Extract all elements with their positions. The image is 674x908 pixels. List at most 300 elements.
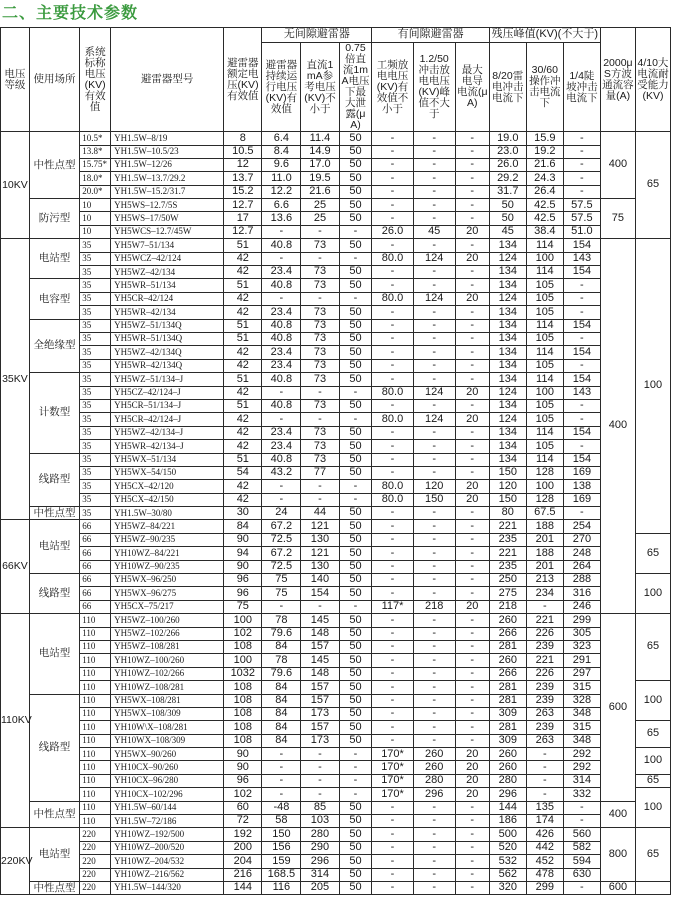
mcov-cell: 6.6: [262, 199, 301, 212]
dc1ma-cell: -: [301, 386, 339, 399]
voltage-level-cell: 66KV: [1, 520, 30, 614]
steep-cell: 154: [563, 266, 600, 279]
system-voltage-cell: 10: [80, 199, 111, 212]
table-row: [1, 520, 671, 533]
max-leak-cell: -: [455, 654, 489, 667]
leak-cell: -: [339, 493, 372, 506]
table-row: [1, 801, 671, 814]
system-voltage-cell: 110: [80, 815, 111, 828]
system-voltage-cell: 110: [80, 788, 111, 801]
model-cell: YH5WX–108/309: [111, 707, 224, 720]
power-freq-cell: -: [372, 533, 413, 546]
impulse-spark-cell: -: [413, 212, 455, 225]
table-row: [1, 466, 671, 479]
model-cell: YH10CX–90/260: [111, 761, 224, 774]
impulse-spark-cell: 124: [413, 252, 455, 265]
system-voltage-cell: 18.0*: [80, 172, 111, 185]
table-row: [1, 734, 671, 747]
dc1ma-cell: 157: [301, 640, 339, 653]
dc1ma-cell: 14.9: [301, 145, 339, 158]
switching-cell: 239: [526, 721, 563, 734]
system-voltage-cell: 13.8*: [80, 145, 111, 158]
power-freq-cell: -: [372, 185, 413, 198]
model-cell: YH1.5W–10.5/23: [111, 145, 224, 158]
switching-cell: 263: [526, 707, 563, 720]
switching-cell: 114: [526, 373, 563, 386]
rated-voltage-cell: 51: [224, 399, 262, 412]
table-row: [1, 480, 671, 493]
steep-cell: -: [563, 815, 600, 828]
steep-cell: 154: [563, 426, 600, 439]
power-freq-cell: -: [372, 319, 413, 332]
lightning-cell: 23.0: [489, 145, 526, 158]
switching-cell: 201: [526, 560, 563, 573]
table-row: [1, 560, 671, 573]
rated-voltage-cell: 1032: [224, 667, 262, 680]
dc1ma-cell: 73: [301, 266, 339, 279]
max-leak-cell: -: [455, 614, 489, 627]
switching-cell: 105: [526, 332, 563, 345]
table-row: [1, 346, 671, 359]
rated-voltage-cell: 42: [224, 413, 262, 426]
rated-voltage-cell: 10.5: [224, 145, 262, 158]
impulse-spark-cell: 280: [413, 774, 455, 787]
steep-cell: 316: [563, 587, 600, 600]
steep-cell: 169: [563, 493, 600, 506]
dc1ma-cell: 314: [301, 868, 339, 881]
impulse-spark-cell: -: [413, 855, 455, 868]
lightning-cell: 562: [489, 868, 526, 881]
steep-cell: 292: [563, 761, 600, 774]
leak-cell: 50: [339, 721, 372, 734]
leak-cell: 50: [339, 667, 372, 680]
system-voltage-cell: 220: [80, 855, 111, 868]
impulse-spark-cell: -: [413, 882, 455, 895]
lightning-cell: 281: [489, 694, 526, 707]
model-cell: YH1.5W–8/19: [111, 132, 224, 145]
system-voltage-cell: 15.75*: [80, 158, 111, 171]
max-leak-cell: 20: [455, 225, 489, 238]
system-voltage-cell: 35: [80, 453, 111, 466]
switching-cell: 67.5: [526, 507, 563, 520]
mcov-cell: 24: [262, 507, 301, 520]
dc1ma-cell: 73: [301, 440, 339, 453]
square-wave-cell: 600: [600, 614, 635, 801]
rated-voltage-cell: 90: [224, 748, 262, 761]
mcov-cell: 8.4: [262, 145, 301, 158]
lightning-cell: 134: [489, 373, 526, 386]
table-row: [1, 694, 671, 707]
header-steep: 1/4陡坡冲击电流下: [563, 43, 600, 132]
leak-cell: -: [339, 600, 372, 613]
system-voltage-cell: 35: [80, 493, 111, 506]
power-freq-cell: 170*: [372, 748, 413, 761]
model-cell: YH5WZ–90/235: [111, 533, 224, 546]
rated-voltage-cell: 42: [224, 480, 262, 493]
mcov-cell: 11.0: [262, 172, 301, 185]
power-freq-cell: -: [372, 466, 413, 479]
lightning-cell: 31.7: [489, 185, 526, 198]
location-cell: 线路型: [29, 453, 79, 507]
system-voltage-cell: 20.0*: [80, 185, 111, 198]
table-row: [1, 199, 671, 212]
switching-cell: 24.3: [526, 172, 563, 185]
location-cell: 中性点型: [29, 882, 79, 895]
impulse-spark-cell: 45: [413, 225, 455, 238]
max-leak-cell: -: [455, 453, 489, 466]
model-cell: YH10WX–108/309: [111, 734, 224, 747]
impulse-spark-cell: -: [413, 266, 455, 279]
model-cell: YH10WZ–216/562: [111, 868, 224, 881]
switching-cell: 42.5: [526, 212, 563, 225]
mcov-cell: 116: [262, 882, 301, 895]
table-row: [1, 547, 671, 560]
square-wave-cell: 800: [600, 828, 635, 882]
leak-cell: -: [339, 292, 372, 305]
power-freq-cell: -: [372, 707, 413, 720]
lightning-cell: 520: [489, 841, 526, 854]
table-row: [1, 882, 671, 895]
system-voltage-cell: 110: [80, 640, 111, 653]
max-leak-cell: -: [455, 319, 489, 332]
model-cell: YH5CZ–42/124–J: [111, 386, 224, 399]
header-max-leak: 最大电导电流(μA): [455, 43, 489, 132]
impulse-spark-cell: -: [413, 694, 455, 707]
impulse-spark-cell: -: [413, 841, 455, 854]
lightning-cell: 134: [489, 440, 526, 453]
steep-cell: -: [563, 306, 600, 319]
power-freq-cell: -: [372, 520, 413, 533]
steep-cell: 323: [563, 640, 600, 653]
impulse-spark-cell: -: [413, 399, 455, 412]
mcov-cell: 84: [262, 640, 301, 653]
location-cell: 中性点型: [29, 132, 79, 199]
power-freq-cell: -: [372, 614, 413, 627]
switching-cell: 100: [526, 252, 563, 265]
mcov-cell: -: [262, 748, 301, 761]
switching-cell: 442: [526, 841, 563, 854]
model-cell: YH1.5W–12/26: [111, 158, 224, 171]
mcov-cell: -: [262, 493, 301, 506]
model-cell: YH5WX–96/250: [111, 574, 224, 587]
max-leak-cell: -: [455, 332, 489, 345]
location-cell: 电站型: [29, 614, 79, 694]
mcov-cell: -: [262, 761, 301, 774]
high-current-cell: 65: [635, 774, 670, 787]
dc1ma-cell: 280: [301, 828, 339, 841]
leak-cell: 50: [339, 426, 372, 439]
table-row: [1, 319, 671, 332]
max-leak-cell: 20: [455, 480, 489, 493]
power-freq-cell: -: [372, 453, 413, 466]
rated-voltage-cell: 94: [224, 547, 262, 560]
model-cell: YH5WCS–12.7/45W: [111, 225, 224, 238]
leak-cell: 50: [339, 868, 372, 881]
system-voltage-cell: 66: [80, 574, 111, 587]
table-row: [1, 359, 671, 372]
steep-cell: -: [563, 279, 600, 292]
voltage-level-cell: 110KV: [1, 614, 30, 828]
table-row: [1, 252, 671, 265]
power-freq-cell: -: [372, 279, 413, 292]
switching-cell: 426: [526, 828, 563, 841]
steep-cell: 264: [563, 560, 600, 573]
mcov-cell: 72.5: [262, 533, 301, 546]
switching-cell: 263: [526, 734, 563, 747]
lightning-cell: 134: [489, 399, 526, 412]
spec-table: [0, 27, 671, 895]
mcov-cell: 150: [262, 828, 301, 841]
mcov-cell: -: [262, 774, 301, 787]
model-cell: YH1.5W–13.7/29.2: [111, 172, 224, 185]
table-row: [1, 815, 671, 828]
model-cell: YH5WZ–51/134Q: [111, 319, 224, 332]
steep-cell: -: [563, 132, 600, 145]
table-row: [1, 667, 671, 680]
max-leak-cell: -: [455, 721, 489, 734]
mcov-cell: -: [262, 480, 301, 493]
steep-cell: 169: [563, 466, 600, 479]
lightning-cell: 134: [489, 453, 526, 466]
max-leak-cell: -: [455, 707, 489, 720]
rated-voltage-cell: 51: [224, 453, 262, 466]
header-system-voltage: 系统标称电压(KV)有效值: [80, 28, 111, 132]
switching-cell: 114: [526, 239, 563, 252]
impulse-spark-cell: -: [413, 801, 455, 814]
steep-cell: 254: [563, 520, 600, 533]
steep-cell: 57.5: [563, 199, 600, 212]
leak-cell: 50: [339, 694, 372, 707]
dc1ma-cell: 73: [301, 373, 339, 386]
dc1ma-cell: -: [301, 748, 339, 761]
table-row: [1, 172, 671, 185]
system-voltage-cell: 110: [80, 654, 111, 667]
mcov-cell: 79.6: [262, 667, 301, 680]
mcov-cell: 67.2: [262, 547, 301, 560]
model-cell: YH5CR–42/124–J: [111, 413, 224, 426]
impulse-spark-cell: -: [413, 453, 455, 466]
steep-cell: -: [563, 882, 600, 895]
power-freq-cell: -: [372, 346, 413, 359]
model-cell: YH5WZ–42/134: [111, 266, 224, 279]
rated-voltage-cell: 8: [224, 132, 262, 145]
table-row: [1, 533, 671, 546]
power-freq-cell: -: [372, 560, 413, 573]
lightning-cell: 532: [489, 855, 526, 868]
dc1ma-cell: 73: [301, 332, 339, 345]
leak-cell: 50: [339, 158, 372, 171]
max-leak-cell: -: [455, 734, 489, 747]
high-current-cell: 65: [635, 828, 670, 882]
dc1ma-cell: 73: [301, 426, 339, 439]
impulse-spark-cell: -: [413, 158, 455, 171]
max-leak-cell: -: [455, 279, 489, 292]
mcov-cell: 40.8: [262, 399, 301, 412]
lightning-cell: 134: [489, 266, 526, 279]
switching-cell: -: [526, 600, 563, 613]
high-current-cell: 65: [635, 132, 670, 239]
location-cell: 线路型: [29, 574, 79, 614]
steep-cell: 314: [563, 774, 600, 787]
power-freq-cell: -: [372, 667, 413, 680]
rated-voltage-cell: 102: [224, 627, 262, 640]
rated-voltage-cell: 42: [224, 359, 262, 372]
leak-cell: 50: [339, 547, 372, 560]
dc1ma-cell: -: [301, 480, 339, 493]
table-row: [1, 440, 671, 453]
system-voltage-cell: 66: [80, 520, 111, 533]
switching-cell: 239: [526, 681, 563, 694]
rated-voltage-cell: 51: [224, 239, 262, 252]
rated-voltage-cell: 96: [224, 774, 262, 787]
dc1ma-cell: 17.0: [301, 158, 339, 171]
dc1ma-cell: 73: [301, 279, 339, 292]
high-current-cell: [635, 882, 670, 895]
table-row: [1, 225, 671, 238]
switching-cell: 239: [526, 694, 563, 707]
system-voltage-cell: 110: [80, 667, 111, 680]
lightning-cell: 124: [489, 292, 526, 305]
steep-cell: -: [563, 292, 600, 305]
dc1ma-cell: 73: [301, 359, 339, 372]
mcov-cell: 72.5: [262, 560, 301, 573]
impulse-spark-cell: 150: [413, 493, 455, 506]
max-leak-cell: -: [455, 574, 489, 587]
dc1ma-cell: -: [301, 292, 339, 305]
rated-voltage-cell: 12.7: [224, 225, 262, 238]
max-leak-cell: -: [455, 828, 489, 841]
leak-cell: 50: [339, 306, 372, 319]
system-voltage-cell: 35: [80, 266, 111, 279]
system-voltage-cell: 35: [80, 413, 111, 426]
table-row: [1, 654, 671, 667]
leak-cell: 50: [339, 332, 372, 345]
mcov-cell: 156: [262, 841, 301, 854]
impulse-spark-cell: -: [413, 574, 455, 587]
rated-voltage-cell: 42: [224, 266, 262, 279]
power-freq-cell: 80.0: [372, 386, 413, 399]
impulse-spark-cell: -: [413, 868, 455, 881]
system-voltage-cell: 35: [80, 279, 111, 292]
system-voltage-cell: 110: [80, 748, 111, 761]
lightning-cell: 281: [489, 681, 526, 694]
header-mcov: 避雷器持续运行电压(KV)有效值: [262, 43, 301, 132]
max-leak-cell: -: [455, 640, 489, 653]
leak-cell: 50: [339, 359, 372, 372]
mcov-cell: 12.2: [262, 185, 301, 198]
max-leak-cell: -: [455, 694, 489, 707]
system-voltage-cell: 66: [80, 587, 111, 600]
impulse-spark-cell: -: [413, 332, 455, 345]
table-header: [1, 28, 671, 132]
switching-cell: 114: [526, 426, 563, 439]
mcov-cell: 75: [262, 587, 301, 600]
switching-cell: -: [526, 748, 563, 761]
system-voltage-cell: 35: [80, 346, 111, 359]
switching-cell: -: [526, 774, 563, 787]
dc1ma-cell: -: [301, 493, 339, 506]
switching-cell: 105: [526, 399, 563, 412]
lightning-cell: 266: [489, 667, 526, 680]
dc1ma-cell: 73: [301, 346, 339, 359]
impulse-spark-cell: -: [413, 533, 455, 546]
header-high-current: 4/10大电流耐受能力(KV): [635, 28, 670, 132]
switching-cell: -: [526, 761, 563, 774]
leak-cell: -: [339, 252, 372, 265]
impulse-spark-cell: -: [413, 614, 455, 627]
max-leak-cell: -: [455, 185, 489, 198]
max-leak-cell: -: [455, 466, 489, 479]
max-leak-cell: -: [455, 359, 489, 372]
impulse-spark-cell: -: [413, 306, 455, 319]
table-row: [1, 373, 671, 386]
power-freq-cell: -: [372, 654, 413, 667]
power-freq-cell: 80.0: [372, 413, 413, 426]
leak-cell: 50: [339, 373, 372, 386]
rated-voltage-cell: 102: [224, 788, 262, 801]
mcov-cell: 84: [262, 694, 301, 707]
leak-cell: 50: [339, 574, 372, 587]
lightning-cell: 124: [489, 386, 526, 399]
table-row: [1, 239, 671, 252]
mcov-cell: 84: [262, 681, 301, 694]
lightning-cell: 50: [489, 212, 526, 225]
model-cell: YH10CX–102/296: [111, 788, 224, 801]
steep-cell: 299: [563, 614, 600, 627]
dc1ma-cell: 205: [301, 882, 339, 895]
mcov-cell: 9.6: [262, 158, 301, 171]
section-title: 二、主要技术参数: [2, 3, 139, 22]
leak-cell: 50: [339, 185, 372, 198]
max-leak-cell: -: [455, 212, 489, 225]
steep-cell: 594: [563, 855, 600, 868]
dc1ma-cell: -: [301, 413, 339, 426]
system-voltage-cell: 110: [80, 614, 111, 627]
rated-voltage-cell: 96: [224, 587, 262, 600]
table-row: [1, 587, 671, 600]
lightning-cell: 221: [489, 547, 526, 560]
max-leak-cell: -: [455, 520, 489, 533]
leak-cell: 50: [339, 132, 372, 145]
location-cell: 线路型: [29, 694, 79, 801]
table-row: [1, 413, 671, 426]
system-voltage-cell: 110: [80, 774, 111, 787]
switching-cell: 128: [526, 466, 563, 479]
model-cell: YH5CR–51/134–J: [111, 399, 224, 412]
max-leak-cell: -: [455, 801, 489, 814]
steep-cell: -: [563, 172, 600, 185]
steep-cell: -: [563, 185, 600, 198]
table-row: [1, 279, 671, 292]
lightning-cell: 29.2: [489, 172, 526, 185]
dc1ma-cell: 19.5: [301, 172, 339, 185]
system-voltage-cell: 35: [80, 440, 111, 453]
power-freq-cell: -: [372, 172, 413, 185]
location-cell: 电站型: [29, 520, 79, 574]
power-freq-cell: -: [372, 212, 413, 225]
lightning-cell: 260: [489, 761, 526, 774]
header-location: 使用场所: [29, 28, 79, 132]
system-voltage-cell: 110: [80, 627, 111, 640]
switching-cell: 114: [526, 346, 563, 359]
rated-voltage-cell: 60: [224, 801, 262, 814]
power-freq-cell: -: [372, 359, 413, 372]
lightning-cell: 309: [489, 734, 526, 747]
power-freq-cell: -: [372, 158, 413, 171]
steep-cell: 154: [563, 346, 600, 359]
rated-voltage-cell: 42: [224, 346, 262, 359]
steep-cell: -: [563, 801, 600, 814]
